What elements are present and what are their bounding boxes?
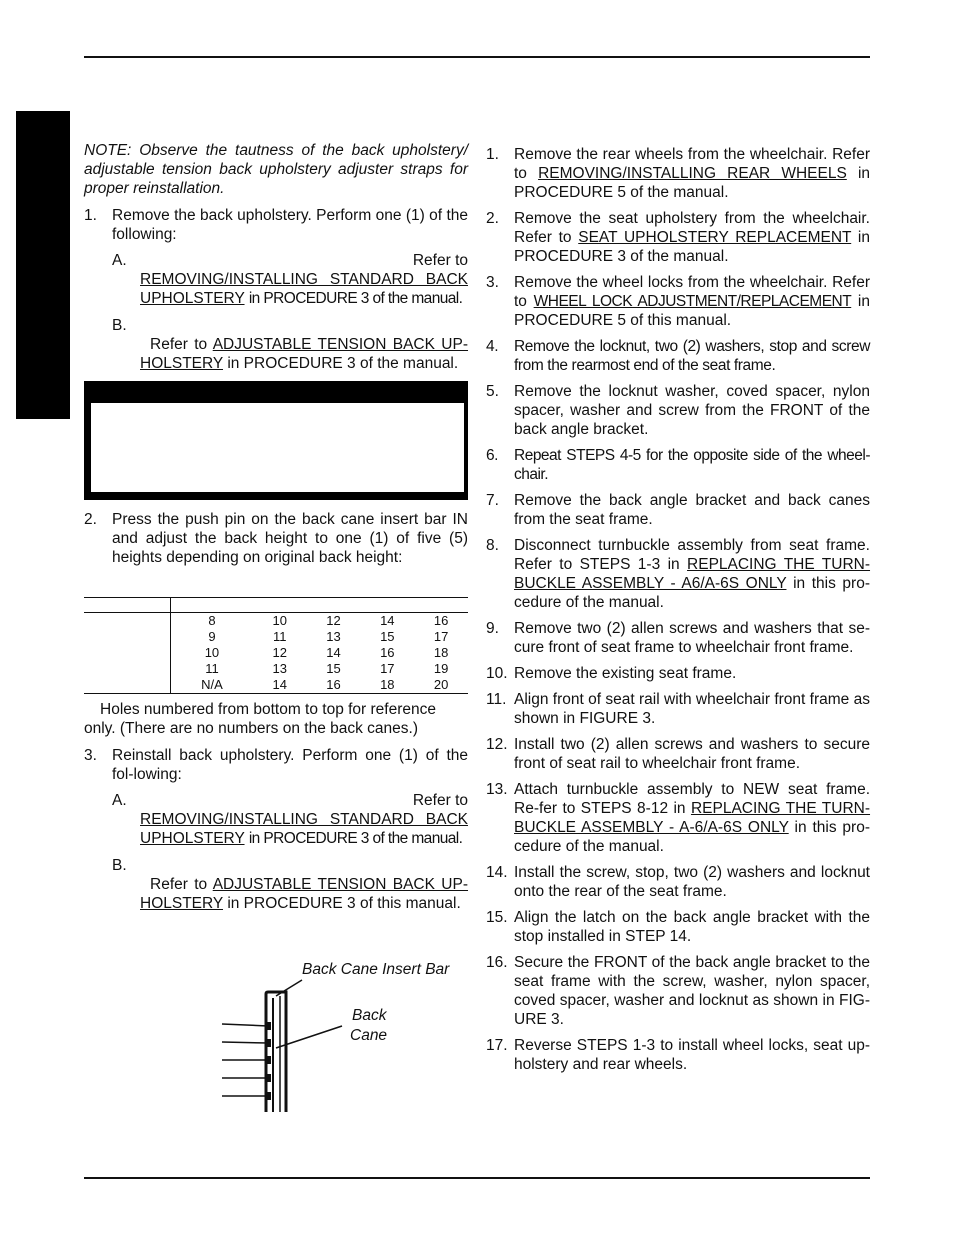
- top-rule: [84, 56, 870, 58]
- step-3: [84, 746, 468, 784]
- back-height-table: [84, 597, 468, 694]
- table-cell: 15: [326, 661, 341, 676]
- note-text: NOTE: Observe the tautness of the back upholstery/ adjustable tension back upholstery adjuster straps for proper reinstallation.: [84, 142, 468, 197]
- option-letter: B.: [112, 317, 127, 334]
- right-step-12: [486, 735, 870, 773]
- step-text: Remove the wheel locks from the wheelchair. Refer to: [514, 274, 870, 310]
- link-seat-upholstery[interactable]: SEAT UPHOLSTERY REPLACEMENT: [578, 229, 852, 246]
- link-wheel-lock[interactable]: WHEEL LOCK ADJUSTMENT/REPLACEMENT: [533, 293, 852, 310]
- step-number: 1.: [486, 146, 499, 163]
- step-text: Remove the back upholstery. Perform one (1) of the following:: [112, 207, 468, 243]
- step-number: 1.: [84, 207, 97, 224]
- table-cell: 11: [273, 629, 287, 644]
- option-tail: in PROCEDURE 3 of this manual.: [227, 895, 461, 912]
- step-text: Remove the seat upholstery from the wheelchair. Refer to: [514, 210, 870, 246]
- step-text-tail: in this pro-cedure of the manual.: [514, 819, 870, 855]
- step-text: Reverse STEPS 1-3 to install wheel locks, seat up-holstery and rear wheels.: [514, 1037, 870, 1073]
- step-number: 16.: [486, 954, 508, 971]
- option-letter: A.: [112, 792, 127, 809]
- table-cell: 19: [433, 661, 449, 676]
- step-text-tail: in PROCEDURE 3 of the manual.: [514, 229, 870, 265]
- step-text: Secure the FRONT of the back angle bracket to the seat frame with the screw, washer, nylon spacer, coved spacer, washer and locknut as shown in FIG-URE 3.: [514, 954, 870, 1028]
- holes-note: Holes numbered from bottom to top for reference only. (There are no numbers on the back canes.): [84, 701, 436, 737]
- step-number: 5.: [486, 383, 499, 400]
- table-cell: 9: [208, 629, 216, 644]
- step-text: Disconnect turnbuckle assembly from seat frame. Refer to STEPS 1-3 in: [514, 537, 870, 573]
- right-step-2: [486, 209, 870, 266]
- step-2: [84, 510, 468, 567]
- right-step-14: [486, 863, 870, 901]
- step-number: 10.: [486, 665, 508, 682]
- table-cell: 10: [272, 613, 287, 628]
- table-row: [84, 645, 468, 661]
- table-cell: 14: [380, 613, 395, 628]
- step-number: 4.: [486, 338, 499, 355]
- link-turnbuckle-assembly[interactable]: REPLACING THE TURN-BUCKLE ASSEMBLY - A-6/A-6S ONLY: [514, 800, 871, 836]
- table-cell: 10: [204, 645, 220, 660]
- option-refer: Refer to: [412, 792, 468, 809]
- figure-label-insert-bar: Back Cane Insert Bar: [302, 961, 450, 978]
- table-cell: 13: [326, 629, 341, 644]
- right-step-16: [486, 953, 870, 1029]
- table-row: [84, 629, 468, 645]
- step-number: 3.: [486, 274, 499, 291]
- right-step-5: [486, 382, 870, 439]
- link-adjustable-tension-back[interactable]: ADJUSTABLE TENSION BACK UP-HOLSTERY: [140, 336, 469, 372]
- left-column: [84, 141, 468, 921]
- step-3-option-a: [84, 791, 468, 848]
- table-row: [84, 661, 468, 677]
- step-number: 13.: [486, 781, 508, 798]
- right-step-17: [486, 1036, 870, 1074]
- table-cell: 14: [253, 677, 307, 694]
- table-cell: 17: [433, 629, 449, 644]
- option-refer: Refer to: [412, 252, 468, 269]
- table-cell: N/A: [171, 677, 253, 694]
- right-column: [486, 145, 870, 1081]
- step-text: Press the push pin on the back cane insert bar IN and adjust the back height to one (1) of five (5) heights depending on original back height:: [112, 511, 468, 566]
- step-text: Align front of seat rail with wheelchair front frame as shown in FIGURE 3.: [514, 691, 870, 727]
- table-row: [84, 677, 468, 694]
- step-text: Reinstall back upholstery. Perform one (1) of the fol-lowing:: [112, 747, 468, 783]
- option-tail: in PROCEDURE 3 of the manual.: [248, 290, 463, 307]
- step-number: 8.: [486, 537, 499, 554]
- step-text: Remove the existing seat frame.: [514, 665, 737, 682]
- step-text: Align the latch on the back angle bracket with the stop installed in STEP 14.: [514, 909, 870, 945]
- right-step-6: [486, 446, 870, 484]
- link-turnbuckle-assembly[interactable]: REPLACING THE TURN-BUCKLE ASSEMBLY - A6/A-6S ONLY: [514, 556, 871, 592]
- step-number: 14.: [486, 864, 508, 881]
- step-number: 9.: [486, 620, 499, 637]
- step-text: Attach turnbuckle assembly to NEW seat frame. Re-fer to STEPS 8-12 in: [514, 781, 870, 817]
- right-step-1: [486, 145, 870, 202]
- table-row: [84, 613, 468, 630]
- option-tail: in PROCEDURE 3 of the manual.: [227, 355, 459, 372]
- warning-box: [84, 381, 468, 500]
- step-number: 15.: [486, 909, 508, 926]
- table-cell: 8: [208, 613, 216, 628]
- step-text: Install the screw, stop, two (2) washers and locknut onto the rear of the seat frame.: [514, 864, 870, 900]
- step-3-option-b: [84, 856, 468, 913]
- table-cell: 18: [360, 677, 414, 694]
- back-cane-figure: [210, 958, 480, 1118]
- table-cell: 12: [272, 645, 287, 660]
- table-header-cell: [84, 598, 171, 613]
- bottom-rule: [84, 1177, 870, 1179]
- step-text-tail: in PROCEDURE 5 of this manual.: [514, 293, 870, 329]
- option-lead: Refer to: [150, 336, 208, 353]
- table-cell: 16: [433, 613, 449, 628]
- section-tab: [16, 111, 70, 419]
- step-number: 17.: [486, 1037, 508, 1054]
- step-number: 12.: [486, 736, 508, 753]
- step-text: Repeat STEPS 4-5 for the opposite side of the wheel-chair.: [514, 447, 870, 483]
- table-cell: 14: [326, 645, 341, 660]
- right-step-15: [486, 908, 870, 946]
- table-cell: 20: [414, 677, 468, 694]
- right-step-8: [486, 536, 870, 612]
- link-rear-wheels[interactable]: REMOVING/INSTALLING REAR WHEELS: [538, 165, 847, 182]
- step-number: 3.: [84, 747, 97, 764]
- step-1: [84, 206, 468, 244]
- right-step-9: [486, 619, 870, 657]
- link-adjustable-tension-back[interactable]: ADJUSTABLE TENSION BACK UP-HOLSTERY: [140, 876, 469, 912]
- step-number: 11.: [486, 691, 507, 708]
- step-1-option-a: [84, 251, 468, 308]
- right-step-4: [486, 337, 870, 375]
- right-step-3: [486, 273, 870, 330]
- table-cell: 11: [205, 661, 219, 676]
- link-standard-back-upholstery[interactable]: REMOVING/INSTALLING STANDARD BACK UPHOLSTERY: [140, 811, 468, 847]
- step-number: 2.: [84, 511, 97, 528]
- right-step-13: [486, 780, 870, 856]
- warning-box-body: [91, 403, 464, 492]
- step-number: 7.: [486, 492, 499, 509]
- step-text: Remove the locknut washer, coved spacer, nylon spacer, washer and screw from the FRONT of the back angle bracket.: [514, 383, 870, 438]
- step-text: Remove two (2) allen screws and washers that se-cure front of seat frame to wheelchair front frame.: [514, 620, 870, 656]
- option-lead: Refer to: [150, 876, 208, 893]
- step-1-option-b: [84, 316, 468, 373]
- table-cell: 18: [433, 645, 449, 660]
- back-cane-drawing: [210, 958, 480, 1118]
- table-cell: 15: [380, 629, 395, 644]
- step-number: 2.: [486, 210, 499, 227]
- figure-label-back: Back: [352, 1007, 387, 1024]
- option-letter: B.: [112, 857, 127, 874]
- table-cell: 16: [380, 645, 395, 660]
- step-text: Remove the rear wheels from the wheelchair. Refer to: [514, 146, 870, 182]
- right-step-7: [486, 491, 870, 529]
- step-text: Install two (2) allen screws and washers to secure front of seat rail to wheelchair front frame.: [514, 736, 870, 772]
- table-cell: 16: [307, 677, 361, 694]
- option-letter: A.: [112, 252, 127, 269]
- table-cell: 12: [326, 613, 341, 628]
- link-standard-back-upholstery[interactable]: REMOVING/INSTALLING STANDARD BACK UPHOLSTERY: [140, 271, 468, 307]
- right-step-11: [486, 690, 870, 728]
- step-number: 6.: [486, 447, 498, 464]
- step-text-tail: in PROCEDURE 5 of the manual.: [514, 165, 871, 201]
- option-tail: in PROCEDURE 3 of the manual.: [248, 830, 463, 847]
- step-text: Remove the back angle bracket and back canes from the seat frame.: [514, 492, 870, 528]
- table-header-row: [84, 598, 468, 613]
- table-cell: 13: [272, 661, 287, 676]
- table-header-cell: [171, 598, 469, 613]
- figure-label-cane: Cane: [350, 1027, 388, 1044]
- step-text-tail: in this pro-cedure of the manual.: [514, 575, 870, 611]
- step-text: Remove the locknut, two (2) washers, stop and screw from the rearmost end of the seat frame.: [514, 338, 870, 374]
- table-cell: 17: [380, 661, 395, 676]
- right-step-10: [486, 664, 870, 683]
